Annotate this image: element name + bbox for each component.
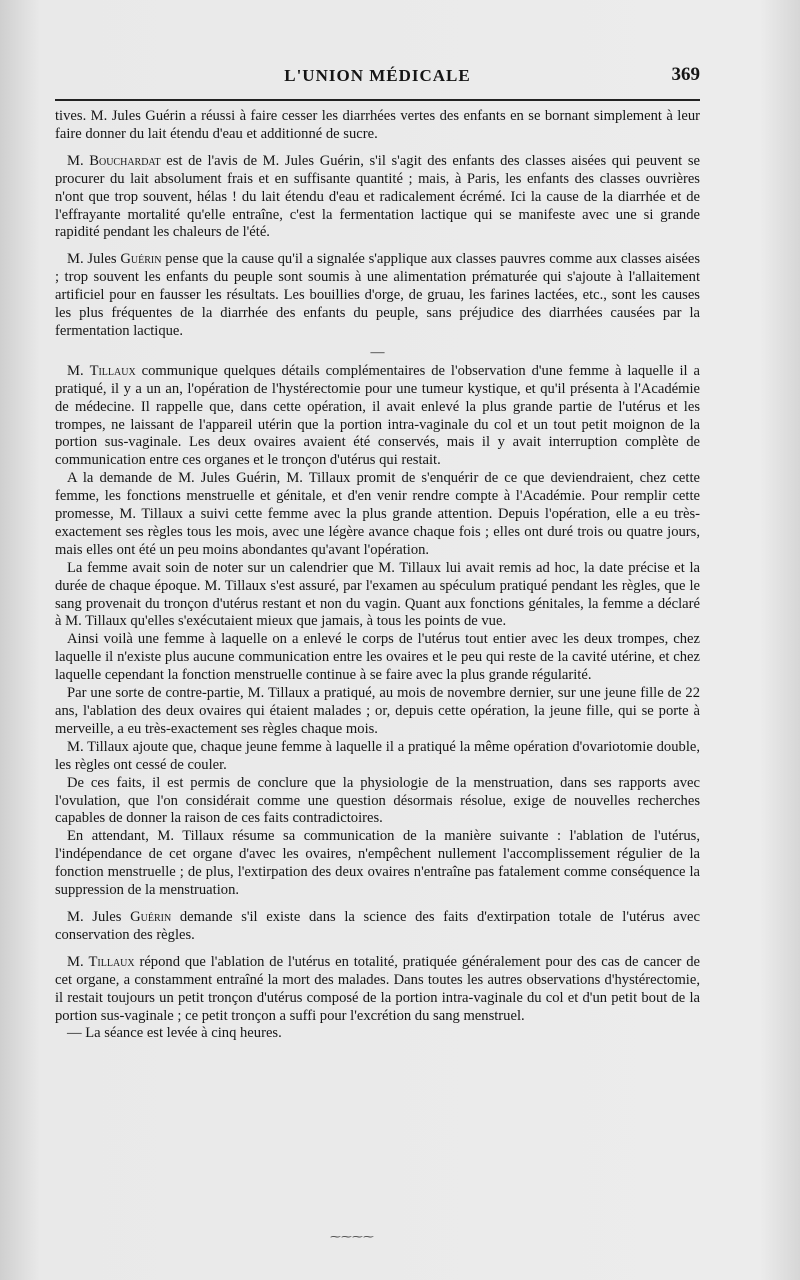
paragraph: M. Bouchardat est de l'avis de M. Jules Guérin, s'il s'agit des enfants des classes aisées qui peuvent se procurer du lait absolument frais et en suffisante quantité ; mais, à Paris, les enfants des classes ouvrières n'ont que trop souvent, hélas ! du lait étendu d'eau et radicalement écrémé. Ici la cause de la diarrhée et de l'effrayante mortalité qu'elle entraîne, c'est la fermentation lactique qui se manifeste avec une si grande rapidité pendant les chaleurs de l'été. bbox=[55, 152, 700, 241]
paragraph: La femme avait soin de noter sur un calendrier que M. Tillaux lui avait remis ad hoc, la date précise et la durée de chaque époque. M. Tillaux s'est assuré, par l'examen au spéculum pratiqué pendant les règles, que le sang provenait du tronçon d'utérus restant et non du vagin. Quant aux fonctions génitales, la femme a déclaré à M. Tillaux qu'elles s'exécutaient mieux que jamais, à tous les points de vue. bbox=[55, 559, 700, 630]
paragraph: Ainsi voilà une femme à laquelle on a enlevé le corps de l'utérus tout entier avec les deux trompes, chez laquelle il n'existe plus aucune communication entre les ovaires et le peu qui reste de la cavité utérine, et chez laquelle cependant la fonction menstruelle continue à se faire avec la plus grande régularité. bbox=[55, 631, 700, 684]
closing-line: — La séance est levée à cinq heures. bbox=[67, 1025, 282, 1042]
paragraph: De ces faits, il est permis de conclure que la physiologie de la menstruation, dans ses rapports avec l'ovulation, que l'on considérait comme une question désormais résolue, exige de nouvelles recherches capables de donner la raison de ces faits contradictoires. bbox=[55, 774, 700, 827]
paragraph: M. Jules Guérin demande s'il existe dans la science des faits d'extirpation totale de l'utérus avec conservation des règles. bbox=[55, 908, 701, 943]
speaker-name: Bouchardat bbox=[89, 152, 161, 169]
paragraph: M. Tillaux ajoute que, chaque jeune femme à laquelle il a pratiqué la même opération d'ovariotomie double, les règles ont cessé de couler. bbox=[55, 738, 700, 773]
running-title: L'UNION MÉDICALE bbox=[284, 66, 471, 85]
paragraph: M. Jules Guérin pense que la cause qu'il a signalée s'applique aux classes pauvres comme aux classes aisées ; trop souvent les enfants du peuple sont soumis à une alimentation prématurée qui s'ajoute à l'allaitement artificiel pour en fausser les résultats. Les bouillies d'orge, de gruau, les farines lactées, etc., sont les causes les plus fréquentes de la diarrhée des enfants du peuple, sans préjudice des diarrhées causées par la fermentation lactique. bbox=[55, 251, 701, 339]
paragraph: tives. M. Jules Guérin a réussi à faire cesser les diarrhées vertes des enfants en se bornant simplement à leur faire donner du lait étendu d'eau et additionné de sucre. bbox=[55, 108, 700, 142]
paragraph: A la demande de M. Jules Guérin, M. Tillaux promit de s'enquérir de ce que deviendraient, chez cette femme, les fonctions menstruelle et génitale, et d'en venir rendre compte à l'Académie. Pour remplir cette promesse, M. Tillaux a suivi cette femme avec la plus grande attention. Depuis l'opération, elle a eu très-exactement ses règles tous les mois, avec une légère avance chaque fois ; elles ont duré trois ou quatre jours, mais elles ont été un peu moins abondantes qu'avant l'opération. bbox=[55, 470, 700, 558]
paragraph: Par une sorte de contre-partie, M. Tillaux a pratiqué, au mois de novembre dernier, sur une jeune fille de 22 ans, l'ablation des deux ovaires qui étaient malades ; or, depuis cette opération, la jeune fille, qui se porte à merveille, a eu très-exactement ses règles chaque mois. bbox=[55, 685, 700, 737]
paragraph: M. Tillaux communique quelques détails complémentaires de l'observation d'une femme à laquelle il a pratiqué, il y a un an, l'opération de l'hystérectomie pour une tumeur kystique, et qu'il présenta à l'Académie de médecine. Il rappelle que, dans cette opération, il avait enlevé la plus grande partie de l'utérus et les trompes, ne laissant de l'appareil utérin que la portion intra-vaginale du col et un tout petit moignon de la portion sus-vaginale. Les deux ovaires avaient été conservés, mais il y avait interruption complète de communication entre ces organes et le tronçon d'utérus qui restait. bbox=[55, 362, 700, 469]
speaker-name: Guérin bbox=[130, 908, 172, 925]
paragraph: En attendant, M. Tillaux résume sa communication de la manière suivante : l'ablation de l'utérus, l'indépendance de cet organe d'avec les ovaires, n'empêchent nullement l'accomplissement régulier de la fonction menstruelle ; de plus, l'extirpation des deux ovaires n'entraîne pas fatalement comme conséquence la suppression de la menstruation. bbox=[55, 828, 700, 899]
section-separator: — bbox=[370, 344, 385, 360]
speaker-name: Tillaux bbox=[89, 362, 136, 379]
page-header bbox=[55, 62, 700, 92]
paragraph: M. Tillaux répond que l'ablation de l'utérus en totalité, pratiquée généralement pour des cas de cancer de cet organe, a constamment entraîné la mort des malades. Dans toutes les autres observations d'hystérectomie, il restait toujours un petit tronçon d'utérus composé de la portion intra-vaginale du col et d'un petit bout de la portion sus-vaginale ; ce petit tronçon a suffi pour l'excrétion du sang menstruel. bbox=[55, 953, 700, 1024]
article-body bbox=[55, 108, 700, 1043]
page-number: 369 bbox=[671, 64, 700, 85]
speaker-name: Tillaux bbox=[88, 953, 135, 970]
header-rule bbox=[55, 99, 700, 101]
printer-ornament: ⁓⁓⁓⁓ bbox=[330, 1231, 374, 1243]
speaker-name: Guérin bbox=[120, 251, 162, 268]
